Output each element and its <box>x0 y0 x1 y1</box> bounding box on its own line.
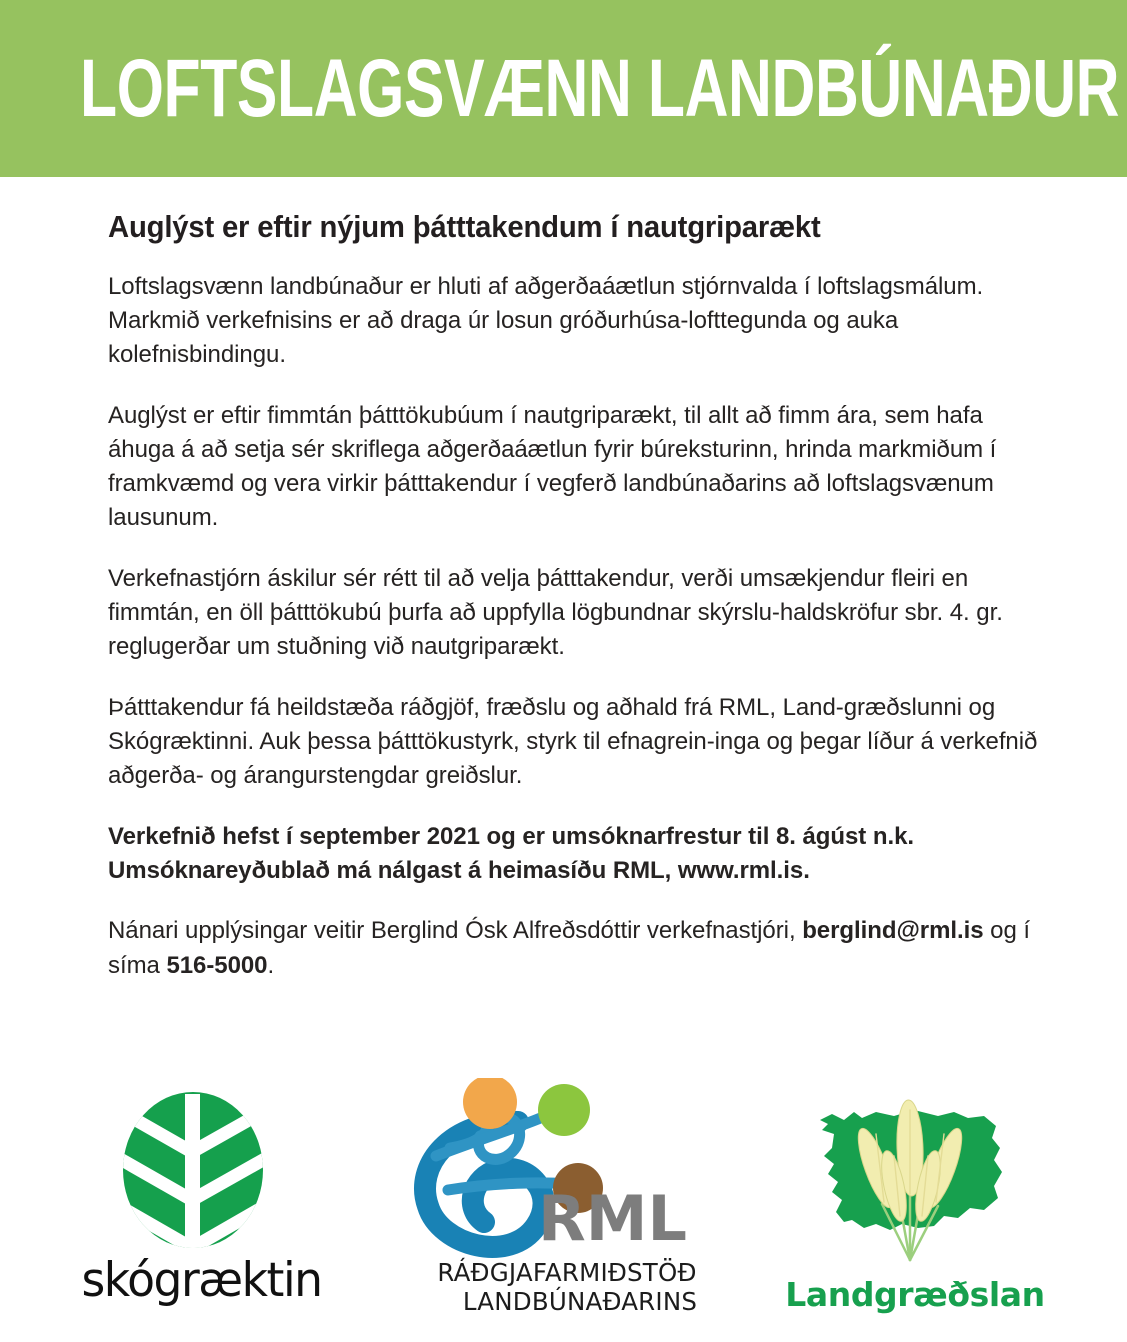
contact-end-text: . <box>267 951 275 979</box>
page-title: LOFTSLAGSVÆNN LANDBÚNAÐUR <box>80 42 1120 134</box>
logo-rml-subtitle <box>396 1259 726 1317</box>
paragraph-call-for-participants: Auglýst er eftir fimmtán þátttökubúum í nautgriparækt, til allt að fimm ára, sem hafa áhuga á að setja sér skriflega aðgerðaáætlun fyrir búreksturinn, hrinda markmiðum í framkvæmd og vera virkir þátttakendur í vegferð landbúnaðarins að loftslagsvænum lausunum. <box>108 401 997 532</box>
logo-rml[interactable] <box>390 1068 735 1342</box>
logo-strip <box>0 1068 1127 1342</box>
paragraph-support-offered: Þátttakendur fá heildstæða ráðgjöf, fræðslu og aðhald frá RML, Land-græðslunni og Skógræktinni. Auk þessa þátttökustyrk, styrk til efnagrein-inga og þegar líður á verkefnið aðgerða- og árangurstengdar greiðslur. <box>108 693 1038 790</box>
contact-lead-text: Nánari upplýsingar veitir Berglind Ósk Alfreðsdóttir verkefnastjóri, <box>108 917 796 945</box>
article-subheading: Auglýst er eftir nýjum þátttakendum í nautgriparækt <box>108 210 821 244</box>
logo-rml-subtitle-line2: LANDBÚNAÐARINS <box>462 1286 698 1316</box>
paragraph-contact <box>108 914 1038 983</box>
logo-skograektin[interactable] <box>0 1068 390 1342</box>
contact-middle-text: og í síma <box>108 917 1030 979</box>
paragraph-deadline: Verkefnið hefst í september 2021 og er umsóknarfrestur til 8. ágúst n.k. Umsóknareyðublað má nálgast á heimasíðu RML, www.rml.is. <box>108 822 915 884</box>
page-header-banner <box>0 0 1127 177</box>
contact-email[interactable]: berglind@rml.is <box>802 917 984 945</box>
rml-dot-green <box>538 1084 590 1136</box>
tree-leaf-icon <box>113 1090 273 1255</box>
contact-phone[interactable]: 516-5000 <box>166 951 268 979</box>
article-content <box>0 177 1127 983</box>
paragraph-selection-criteria: Verkefnastjórn áskilur sér rétt til að velja þátttakendur, verði umsækjendur fleiri en fimmtán, en öll þátttökubú þurfa að uppfylla lögbundnar skýrslu-haldskröfur sbr. 4. gr. reglugerðar um stuðning við nautgriparækt. <box>108 564 1003 661</box>
logo-skograektin-wordmark: skógræktin <box>81 1253 322 1308</box>
logo-rml-letters: RML <box>538 1182 687 1255</box>
logo-rml-subtitle-line1: RÁÐGJAFARMIÐSTÖÐ <box>437 1258 697 1287</box>
logo-landgraedslan[interactable] <box>735 1068 1127 1342</box>
iceland-map-grass-icon <box>798 1082 1033 1282</box>
logo-landgraedslan-wordmark: Landgræðslan <box>785 1275 1045 1314</box>
paragraph-intro: Loftslagsvænn landbúnaður er hluti af aðgerðaáætlun stjórnvalda í loftslagsmálum. Markmið verkefnisins er að draga úr losun gróðurhúsa-lofttegunda og auka kolefnisbindingu. <box>108 272 984 369</box>
